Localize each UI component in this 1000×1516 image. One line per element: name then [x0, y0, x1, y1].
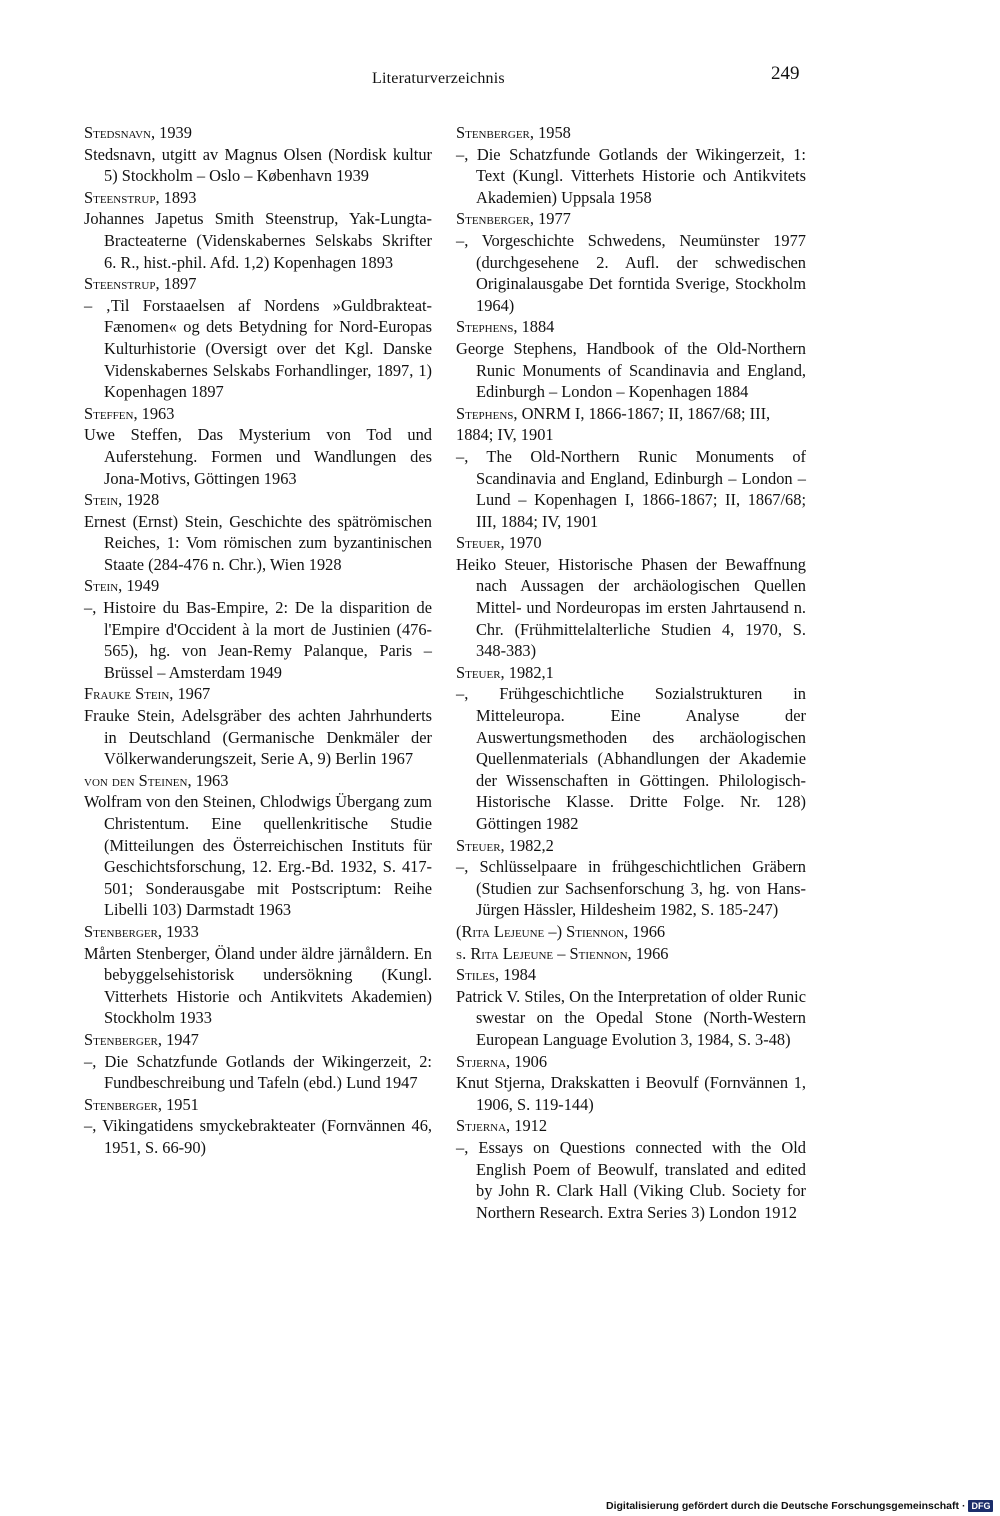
bibliography-entry [456, 208, 806, 316]
entry-head: Steuer, 1982,1 [456, 662, 554, 682]
entry-body: Ernest (Ernst) Stein, Geschichte des spätrömischen Reiches, 1: Vom römischen zum byzantinischen Staate (284-476 n. Chr.), Wien 1928 [84, 511, 432, 574]
entry-head: Steuer, 1970 [456, 533, 542, 553]
entry-body: Johannes Japetus Smith Steenstrup, Yak-Lungta-Bracteaterne (Videnskabernes Selskabs Skrifter 6. R., hist.-phil. Afd. 1,2) Kopenhagen 1893 [84, 209, 432, 272]
entry-head: Stein, 1949 [84, 576, 160, 596]
entry-head: Stephens, 1884 [456, 317, 555, 337]
bibliography-entry [84, 403, 432, 489]
bibliography-entry [456, 835, 806, 921]
entry-body: –, Essays on Questions connected with the Old English Poem of Beowulf, translated and edited by John R. Clark Hall (Viking Club. Society for Northern Research. Extra Series 3) London 1912 [456, 1137, 806, 1222]
bibliography-entry [456, 943, 806, 965]
entry-body: –, Histoire du Bas-Empire, 2: De la disparition de l'Empire d'Occident à la mort de Justinien (476-565), hg. von Jean-Remy Palanque, Paris – Brüssel – Amsterdam 1949 [84, 598, 432, 682]
page-number: 249 [771, 63, 800, 84]
entry-head: Stedsnavn, 1939 [84, 123, 192, 142]
entry-head: von den Steinen, 1963 [84, 770, 229, 790]
entry-body: Knut Stjerna, Drakskatten i Beovulf (Fornvännen 1, 1906, S. 119-144) [456, 1073, 806, 1114]
funding-note: Digitalisierung gefördert durch die Deutsche Forschungsgemeinschaft [606, 1500, 959, 1512]
bibliography-entry [456, 122, 806, 208]
entry-head: Stenberger, 1977 [456, 209, 571, 229]
entry-body: Wolfram von den Steinen, Chlodwigs Übergang zum Christentum. Eine quellenkritische Studie (Mitteilungen des Österreichischen Instituts für Geschichtsforschung, 12. Erg.-Bd. 1932, S. 417-501; Sonderausgabe mit Postscriptum: Reihe Libelli 103) Darmstadt 1963 [84, 792, 432, 920]
separator-dot: · [961, 1500, 966, 1512]
bibliography-entry [456, 532, 806, 662]
entry-head: Frauke Stein, 1967 [84, 684, 211, 704]
entry-head: Steffen, 1963 [84, 403, 175, 423]
bibliography-entry [456, 662, 806, 835]
entry-head: s. Rita Lejeune – Stiennon, 1966 [456, 943, 669, 963]
left-column [84, 122, 432, 1159]
entry-head: Stenberger, 1958 [456, 123, 571, 142]
bibliography-entry [84, 683, 432, 769]
entry-head: Stephens, ONRM I, 1866-1867; II, 1867/68; III, 1884; IV, 1901 [456, 403, 771, 445]
bibliography-entry [84, 122, 432, 187]
running-title: Literaturverzeichnis [372, 70, 505, 87]
entry-body: Patrick V. Stiles, On the Interpretation of older Runic swestar on the Opedal Stone (North-Western European Language Evolution 3, 1984, S. 3-48) [456, 986, 806, 1049]
entry-body: Frauke Stein, Adelsgräber des achten Jahrhunderts in Deutschland (Germanische Denkmäler der Völkerwanderungszeit, Serie A, 9) Berlin 1967 [84, 706, 432, 769]
entry-head: Steenstrup, 1893 [84, 187, 197, 207]
bibliography-entry [84, 770, 432, 921]
bibliography-entry [84, 1029, 432, 1094]
bibliography-entry [84, 921, 432, 1029]
entry-head: Stenberger, 1933 [84, 921, 199, 941]
bibliography-entry [456, 921, 806, 943]
bibliography-entry [84, 187, 432, 273]
bibliography-entry [84, 489, 432, 575]
entry-body: –, Die Schatzfunde Gotlands der Wikingerzeit, 1: Text (Kungl. Vitterhets Historie och Antikvitets Akademien) Uppsala 1958 [456, 144, 806, 207]
entry-head: Stjerna, 1906 [456, 1051, 548, 1071]
entry-head: (Rita Lejeune –) Stiennon, 1966 [456, 921, 666, 941]
entry-head: Stenberger, 1947 [84, 1029, 199, 1049]
entry-head: Stenberger, 1951 [84, 1094, 199, 1114]
entry-body: –, Schlüsselpaare in frühgeschichtlichen Gräbern (Studien zur Sachsenforschung 3, hg. von Hans-Jürgen Hässler, Hildesheim 1982, S. 185-247) [456, 857, 806, 920]
entry-head: Stiles, 1984 [456, 965, 537, 985]
entry-body: –, Die Schatzfunde Gotlands der Wikingerzeit, 2: Fundbeschreibung und Tafeln (ebd.) Lund 1947 [84, 1051, 432, 1093]
bibliography-entry [456, 1115, 806, 1223]
entry-body: –, Vorgeschichte Schwedens, Neumünster 1977 (durchgesehene 2. Aufl. der schwedischen Originalausgabe Det forntida Sverige, Stockholm 1964) [456, 230, 806, 315]
right-column [456, 122, 806, 1223]
entry-head: Stjerna, 1912 [456, 1116, 548, 1136]
entry-body: Stedsnavn, utgitt av Magnus Olsen (Nordisk kultur 5) Stockholm – Oslo – København 1939 [84, 144, 432, 186]
entry-head: Steuer, 1982,2 [456, 835, 554, 855]
entry-head: Steenstrup, 1897 [84, 274, 197, 294]
entry-body: – ‚Til Forstaaelsen af Nordens »Guldbrakteat-Fænomen« og dets Betydning for Nord-Europas Kulturhistorie (Oversigt over det Kgl. Danske Videnskabernes Selskabs Forhandlinger, 1897, 1) Kopenhagen 1897 [84, 295, 432, 402]
bibliography-entry [456, 316, 806, 402]
bibliography-entry [84, 575, 432, 683]
entry-body: George Stephens, Handbook of the Old-Northern Runic Monuments of Scandinavia and England, Edinburgh – London – Kopenhagen 1884 [456, 338, 806, 402]
bibliography-entry [84, 1094, 432, 1159]
entry-body: –, The Old-Northern Runic Monuments of Scandinavia and England, Edinburgh – London – Lund – Kopenhagen I, 1866-1867; II, 1867/68; III, 1884; IV, 1901 [456, 446, 806, 531]
bibliography-entry [84, 273, 432, 403]
bibliography-entry [456, 1051, 806, 1116]
entry-body: Heiko Steuer, Historische Phasen der Bewaffnung nach Aussagen der archäologischen Quellen Mittel- und Nordeuropas im ersten Jahrtausend n. Chr. (Frühmittelalterliche Studien 4, 1970, S. 348-383) [456, 554, 806, 661]
digitization-footer [606, 1500, 993, 1512]
entry-head: Stein, 1928 [84, 490, 160, 510]
entry-body: –, Vikingatidens smyckebrakteater (Fornvännen 46, 1951, S. 66-90) [84, 1116, 432, 1157]
entry-body: –, Frühgeschichtliche Sozialstrukturen in Mitteleuropa. Eine Analyse der Auswertungsmethoden des archäologischen Quellenmaterials (Abhandlungen der Akademie der Wissenschaften in Göttingen. Philologisch-Historische Klasse. Dritte Folge. Nr. 128) Göttingen 1982 [456, 684, 806, 833]
bibliography-entry [456, 964, 806, 1050]
entry-body: Mårten Stenberger, Öland under äldre järnåldern. En bebyggelsehistorisk undersökning (Kungl. Vitterhets Historie och Antikvitets Akademien) Stockholm 1933 [84, 943, 432, 1028]
entry-body: Uwe Steffen, Das Mysterium von Tod und Auferstehung. Formen und Wandlungen des Jona-Motivs, Göttingen 1963 [84, 425, 432, 488]
bibliography-entry [456, 403, 806, 533]
dfg-logo: DFG [968, 1500, 993, 1512]
